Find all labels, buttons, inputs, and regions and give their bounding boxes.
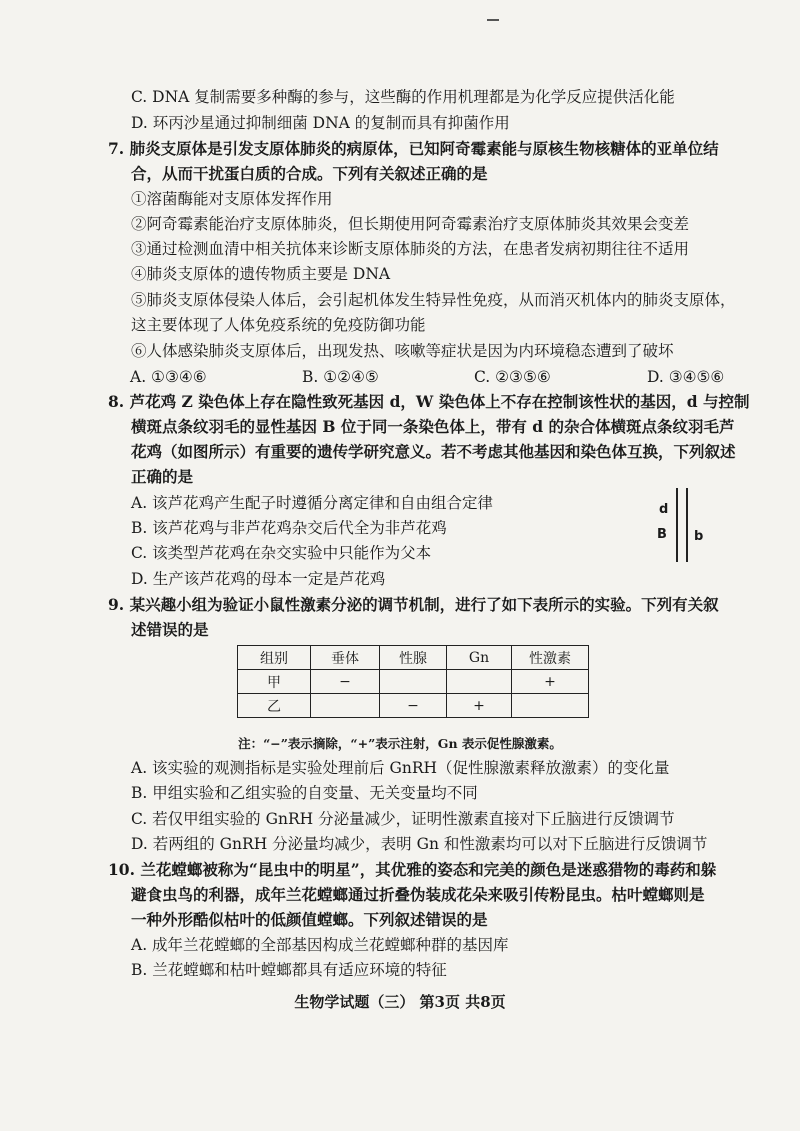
q10-stem-line1: 10. 兰花螳螂被称为“昆虫中的明星”，其优雅的姿态和完美的颜色是迷惑猎物的毒药和躲 [108, 860, 717, 879]
table-note: 注：“−”表示摘除，“+”表示注射，Gn 表示促性腺激素。 [238, 736, 562, 751]
table-row [238, 670, 589, 694]
q7-statement-5a: ⑤肺炎支原体侵染人体后，会引起机体发生特异性免疫，从而消灭机体内的肺炎支原体， [131, 291, 736, 309]
q7-statement-6: ⑥人体感染肺炎支原体后，出现发热、咳嗽等症状是因为内环境稳态遭到了破坏 [131, 342, 674, 360]
q8-stem-line1: 8. 芦花鸡 Z 染色体上存在隐性致死基因 d，W 染色体上不存在控制该性状的基因，d 与控制 [108, 392, 750, 411]
q9-stem-line1: 9. 某兴趣小组为验证小鼠性激素分泌的调节机制，进行了如下表所示的实验。下列有关叙 [108, 595, 719, 614]
q7-option-b[interactable]: B. ①②④⑤ [302, 368, 379, 386]
q7-statement-1: ①溶菌酶能对支原体发挥作用 [131, 190, 333, 208]
q7-statement-4: ④肺炎支原体的遗传物质主要是 DNA [131, 265, 391, 283]
q8-stem-line2: 横斑点条纹羽毛的显性基因 B 位于同一条染色体上，带有 d 的杂合体横斑点条纹羽毛芦 [131, 417, 735, 436]
experiment-table [237, 645, 589, 718]
q10-option-b[interactable]: B. 兰花螳螂和枯叶螳螂都具有适应环境的特征 [131, 961, 447, 979]
q10-stem-line2: 避食虫鸟的利器，成年兰花螳螂通过折叠伪装成花朵来吸引传粉昆虫。枯叶螳螂则是 [131, 885, 705, 904]
q7-statement-5b: 这主要体现了人体免疫系统的免疫防御功能 [131, 316, 426, 334]
table-cell [512, 694, 589, 718]
q7-statement-2: ②阿奇霉素能治疗支原体肺炎，但长期使用阿奇霉素治疗支原体肺炎其效果会变差 [131, 215, 690, 233]
chromosome-w [686, 488, 688, 562]
q10-option-a[interactable]: A. 成年兰花螳螂的全部基因构成兰花螳螂种群的基因库 [131, 936, 509, 954]
q6-option-c: C. DNA 复制需要多种酶的参与，这些酶的作用机理都是为化学反应提供活化能 [131, 88, 675, 106]
table-cell: + [512, 670, 589, 694]
q8-option-b[interactable]: B. 该芦花鸡与非芦花鸡杂交后代全为非芦花鸡 [131, 519, 447, 537]
q10-stem-line3: 一种外形酷似枯叶的低颜值螳螂。下列叙述错误的是 [131, 910, 488, 929]
table-header: 垂体 [311, 646, 380, 670]
q9-option-d[interactable]: D. 若两组的 GnRH 分泌量均减少，表明 Gn 和性激素均可以对下丘脑进行反馈调节 [131, 835, 708, 853]
gene-label-b: b [694, 529, 704, 544]
q9-option-a[interactable]: A. 该实验的观测指标是实验处理前后 GnRH（促性腺激素释放激素）的变化量 [131, 759, 670, 777]
table-cell: − [311, 670, 380, 694]
table-cell [311, 694, 380, 718]
q7-option-c[interactable]: C. ②③⑤⑥ [474, 368, 551, 386]
table-cell [447, 670, 512, 694]
q7-stem-line1: 7. 肺炎支原体是引发支原体肺炎的病原体，已知阿奇霉素能与原核生物核糖体的亚单位结 [108, 139, 719, 158]
table-cell: + [447, 694, 512, 718]
chromosome-z [676, 488, 678, 562]
table-cell [380, 670, 447, 694]
q7-option-a[interactable]: A. ①③④⑥ [130, 368, 207, 386]
q9-option-b[interactable]: B. 甲组实验和乙组实验的自变量、无关变量均不同 [131, 784, 478, 802]
q8-stem-line4: 正确的是 [131, 467, 194, 486]
table-header: Gn [447, 646, 512, 670]
q8-stem-line3: 花鸡（如图所示）有重要的遗传学研究意义。若不考虑其他基因和染色体互换，下列叙述 [131, 442, 736, 461]
table-header: 性腺 [380, 646, 447, 670]
q8-option-c[interactable]: C. 该类型芦花鸡在杂交实验中只能作为父本 [131, 544, 432, 562]
table-header-row [238, 646, 589, 670]
q6-option-d: D. 环丙沙星通过抑制细菌 DNA 的复制而具有抑菌作用 [131, 114, 510, 132]
table-cell: 乙 [238, 694, 311, 718]
gene-label-d: d [659, 502, 669, 517]
table-cell: 甲 [238, 670, 311, 694]
q7-statement-3: ③通过检测血清中相关抗体来诊断支原体肺炎的方法，在患者发病初期往往不适用 [131, 240, 690, 258]
chromosome-figure [654, 488, 714, 564]
q8-option-a[interactable]: A. 该芦花鸡产生配子时遵循分离定律和自由组合定律 [131, 494, 494, 512]
table-header: 性激素 [512, 646, 589, 670]
q9-stem-line2: 述错误的是 [131, 620, 209, 639]
q8-option-d[interactable]: D. 生产该芦花鸡的母本一定是芦花鸡 [131, 570, 386, 588]
q7-option-d[interactable]: D. ③④⑤⑥ [647, 368, 725, 386]
q9-option-c[interactable]: C. 若仅甲组实验的 GnRH 分泌量减少，证明性激素直接对下丘脑进行反馈调节 [131, 810, 675, 828]
page-footer: 生物学试题（三） 第3页 共8页 [294, 993, 506, 1011]
table-row [238, 694, 589, 718]
table-header: 组别 [238, 646, 311, 670]
gene-label-B: B [657, 527, 667, 542]
table-cell: − [380, 694, 447, 718]
scan-mark [487, 19, 499, 21]
q7-stem-line2: 合，从而干扰蛋白质的合成。下列有关叙述正确的是 [131, 164, 488, 183]
